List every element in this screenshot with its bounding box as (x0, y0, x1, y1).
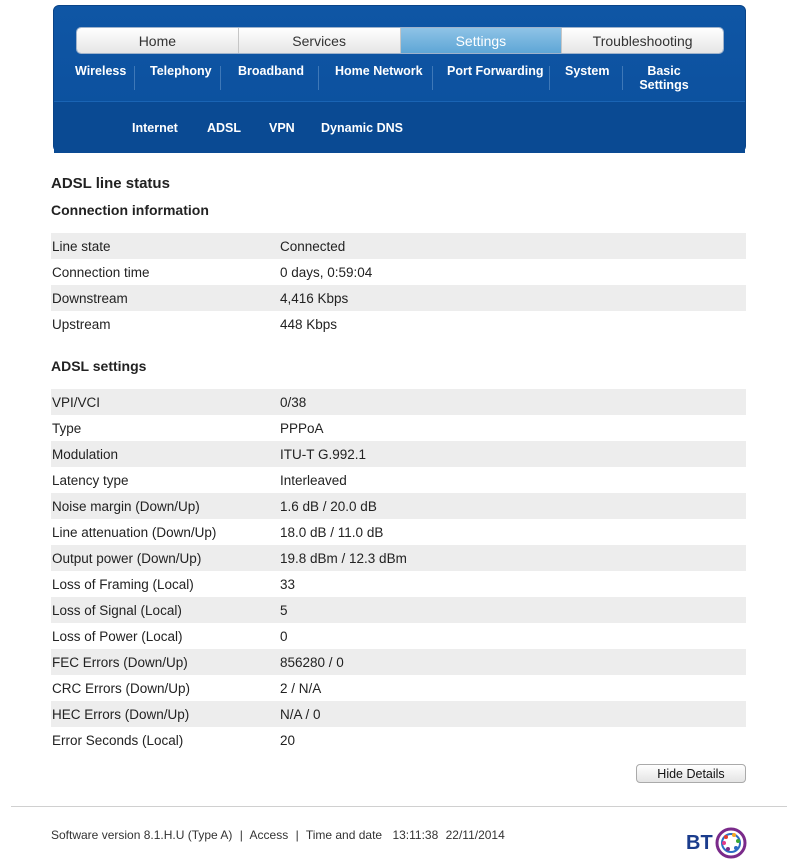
row-label: Latency type (52, 472, 129, 488)
table-row (51, 701, 746, 727)
sub-nav-basic-settings[interactable]: Basic Settings (639, 64, 689, 92)
table-row (51, 311, 746, 337)
tab-services[interactable]: Services (239, 28, 401, 53)
sub-nav-broadband[interactable]: Broadband (238, 64, 304, 78)
row-value: 5 (280, 602, 288, 618)
footer-separator: | (295, 828, 299, 842)
table-row (51, 675, 746, 701)
tab-troubleshooting[interactable]: Troubleshooting (562, 28, 723, 53)
row-label: Line attenuation (Down/Up) (52, 524, 217, 540)
row-label: Error Seconds (Local) (52, 732, 184, 748)
table-row (51, 623, 746, 649)
hide-details-button[interactable]: Hide Details (636, 764, 746, 783)
sub-nav-system[interactable]: System (565, 64, 610, 78)
row-label: Output power (Down/Up) (52, 550, 202, 566)
row-label: Noise margin (Down/Up) (52, 498, 200, 514)
settings-sub-nav (54, 64, 745, 100)
broadband-sub-nav (54, 101, 745, 153)
row-value: 856280 / 0 (280, 654, 344, 670)
table-row (51, 571, 746, 597)
table-row (51, 519, 746, 545)
table-row (51, 389, 746, 415)
sub-nav-divider (432, 66, 433, 90)
table-row (51, 259, 746, 285)
row-label: Upstream (52, 316, 111, 332)
connection-info-table (51, 233, 746, 337)
current-date: 22/11/2014 (445, 828, 505, 842)
tab-home[interactable]: Home (77, 28, 239, 53)
sub-nav-adsl[interactable]: ADSL (207, 121, 242, 135)
adsl-settings-heading: ADSL settings (51, 358, 147, 374)
adsl-settings-table (51, 389, 746, 753)
row-value: 33 (280, 576, 296, 592)
time-date-label: Time and date (305, 828, 383, 842)
sub-nav-divider (220, 66, 221, 90)
sub-nav-divider (549, 66, 550, 90)
sub-nav-dynamic-dns[interactable]: Dynamic DNS (321, 121, 403, 135)
row-label: HEC Errors (Down/Up) (52, 706, 190, 722)
row-label: Loss of Framing (Local) (52, 576, 194, 592)
row-value: 0 days, 0:59:04 (280, 264, 373, 280)
sub-nav-wireless[interactable]: Wireless (75, 64, 127, 78)
row-value: 4,416 Kbps (280, 290, 349, 306)
table-row (51, 467, 746, 493)
sub-nav-vpn[interactable]: VPN (269, 121, 295, 135)
bt-globe-icon (714, 826, 748, 860)
table-row (51, 649, 746, 675)
table-row (51, 285, 746, 311)
row-value: 0/38 (280, 394, 307, 410)
row-value: N/A / 0 (280, 706, 321, 722)
row-label: Line state (52, 238, 111, 254)
table-row (51, 441, 746, 467)
sub-nav-internet[interactable]: Internet (132, 121, 178, 135)
row-label: Modulation (52, 446, 119, 462)
row-value: 448 Kbps (280, 316, 338, 332)
footer-separator: | (239, 828, 243, 842)
row-value: 19.8 dBm / 12.3 dBm (280, 550, 407, 566)
current-time: 13:11:38 (392, 828, 439, 842)
sub-nav-divider (134, 66, 135, 90)
connection-info-heading: Connection information (51, 202, 209, 218)
row-label: Downstream (52, 290, 128, 306)
access-link[interactable]: Access (249, 828, 289, 842)
footer-divider (11, 806, 787, 807)
footer (51, 828, 509, 842)
row-label: Connection time (52, 264, 150, 280)
row-value: Interleaved (280, 472, 347, 488)
sub-nav-home-network[interactable]: Home Network (335, 64, 423, 78)
table-row (51, 415, 746, 441)
bt-logo-text: BT (686, 831, 713, 854)
row-value: ITU-T G.992.1 (280, 446, 367, 462)
row-value: 20 (280, 732, 296, 748)
sub-nav-divider (318, 66, 319, 90)
row-value: PPPoA (280, 420, 324, 436)
top-tab-bar (76, 27, 724, 54)
tab-settings[interactable]: Settings (401, 28, 563, 53)
table-row (51, 233, 746, 259)
table-row (51, 597, 746, 623)
row-value: 1.6 dB / 20.0 dB (280, 498, 377, 514)
row-value: 2 / N/A (280, 680, 322, 696)
row-label: Type (52, 420, 82, 436)
row-value: Connected (280, 238, 346, 254)
row-label: Loss of Signal (Local) (52, 602, 182, 618)
row-label: VPI/VCI (52, 394, 101, 410)
row-label: Loss of Power (Local) (52, 628, 183, 644)
sub-nav-port-forwarding[interactable]: Port Forwarding (447, 64, 544, 78)
sub-nav-divider (622, 66, 623, 90)
row-value: 18.0 dB / 11.0 dB (280, 524, 384, 540)
row-value: 0 (280, 628, 288, 644)
table-row (51, 493, 746, 519)
page-title: ADSL line status (51, 175, 170, 192)
sub-nav-telephony[interactable]: Telephony (150, 64, 212, 78)
bt-logo (686, 826, 748, 860)
software-version: Software version 8.1.H.U (Type A) (51, 828, 233, 842)
table-row (51, 545, 746, 571)
table-row (51, 727, 746, 753)
row-label: CRC Errors (Down/Up) (52, 680, 191, 696)
navigation-panel (53, 5, 746, 152)
row-label: FEC Errors (Down/Up) (52, 654, 188, 670)
